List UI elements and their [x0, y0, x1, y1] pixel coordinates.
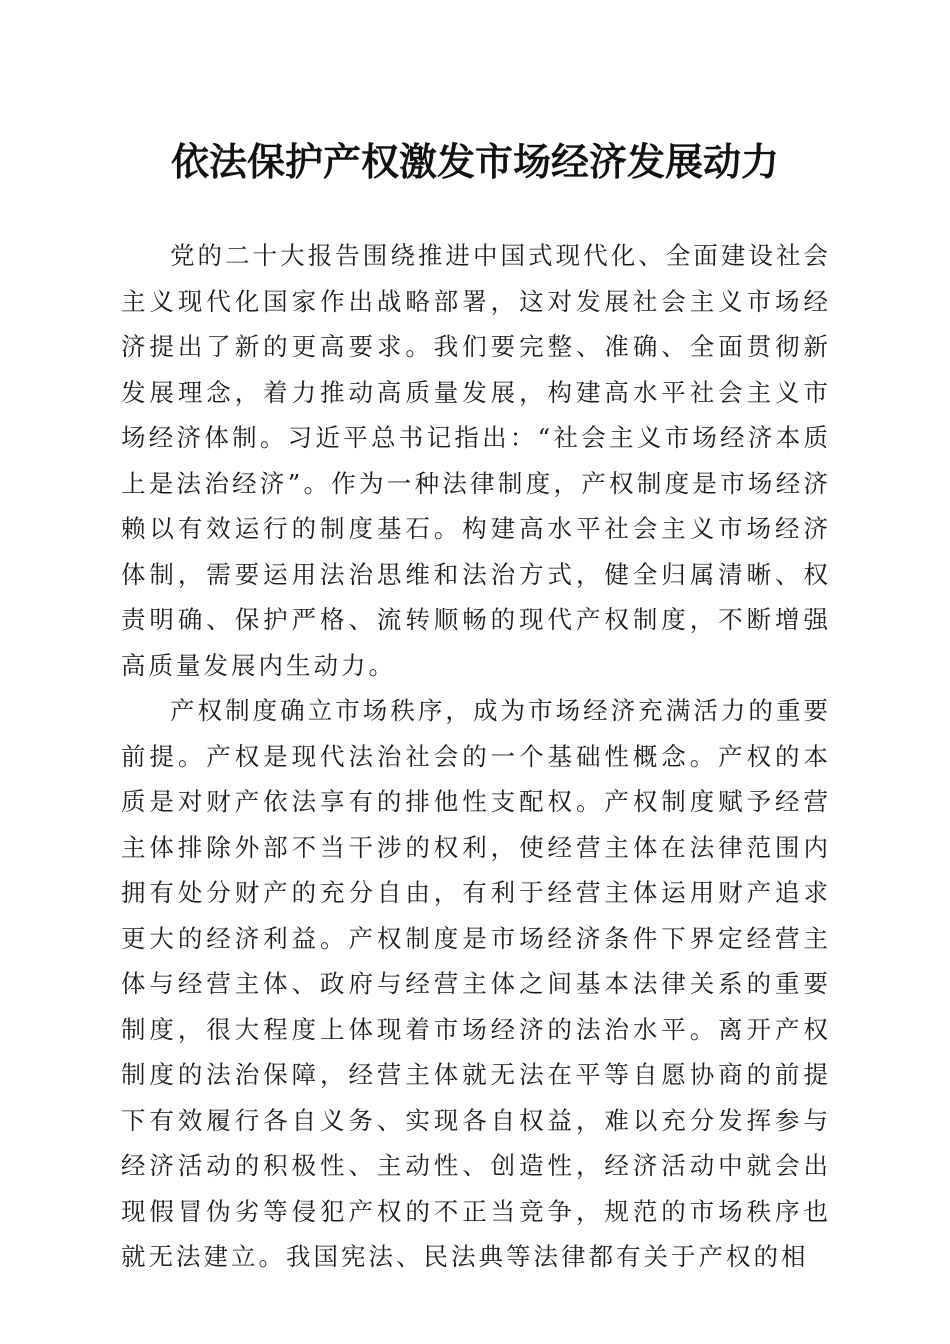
document-body — [121, 233, 831, 1280]
document-title: 依法保护产权激发市场经济发展动力 — [170, 139, 779, 184]
body-paragraph: 产权制度确立市场秩序，成为市场经济充满活力的重要前提。产权是现代法治社会的一个基础性概念。产权的本质是对财产依法享有的排他性支配权。产权制度赋予经营主体排除外部不当干涉的权利，使经营主体在法律范围内拥有处分财产的充分自由，有利于经营主体运用财产追求更大的经济利益。产权制度是市场经济条件下界定经营主体与经营主体、政府与经营主体之间基本法律关系的重要制度，很大程度上体现着市场经济的法治水平。离开产权制度的法治保障，经营主体就无法在平等自愿协商的前提下有效履行各自义务、实现各自权益，难以充分发挥参与经济活动的积极性、主动性、创造性，经济活动中就会出现假冒伪劣等侵犯产权的不正当竞争，规范的市场秩序也就无法建立。我国宪法、民法典等法律都有关于产权的相 — [121, 696, 831, 1271]
body-paragraph: 党的二十大报告围绕推进中国式现代化、全面建设社会主义现代化国家作出战略部署，这对发展社会主义市场经济提出了新的更高要求。我们要完整、准确、全面贯彻新发展理念，着力推动高质量发展，构建高水平社会主义市场经济体制。习近平总书记指出：“社会主义市场经济本质上是法治经济”。作为一种法律制度，产权制度是市场经济赖以有效运行的制度基石。构建高水平社会主义市场经济体制，需要运用法治思维和法治方式，健全归属清晰、权责明确、保护严格、流转顺畅的现代产权制度，不断增强高质量发展内生动力。 — [121, 241, 831, 680]
